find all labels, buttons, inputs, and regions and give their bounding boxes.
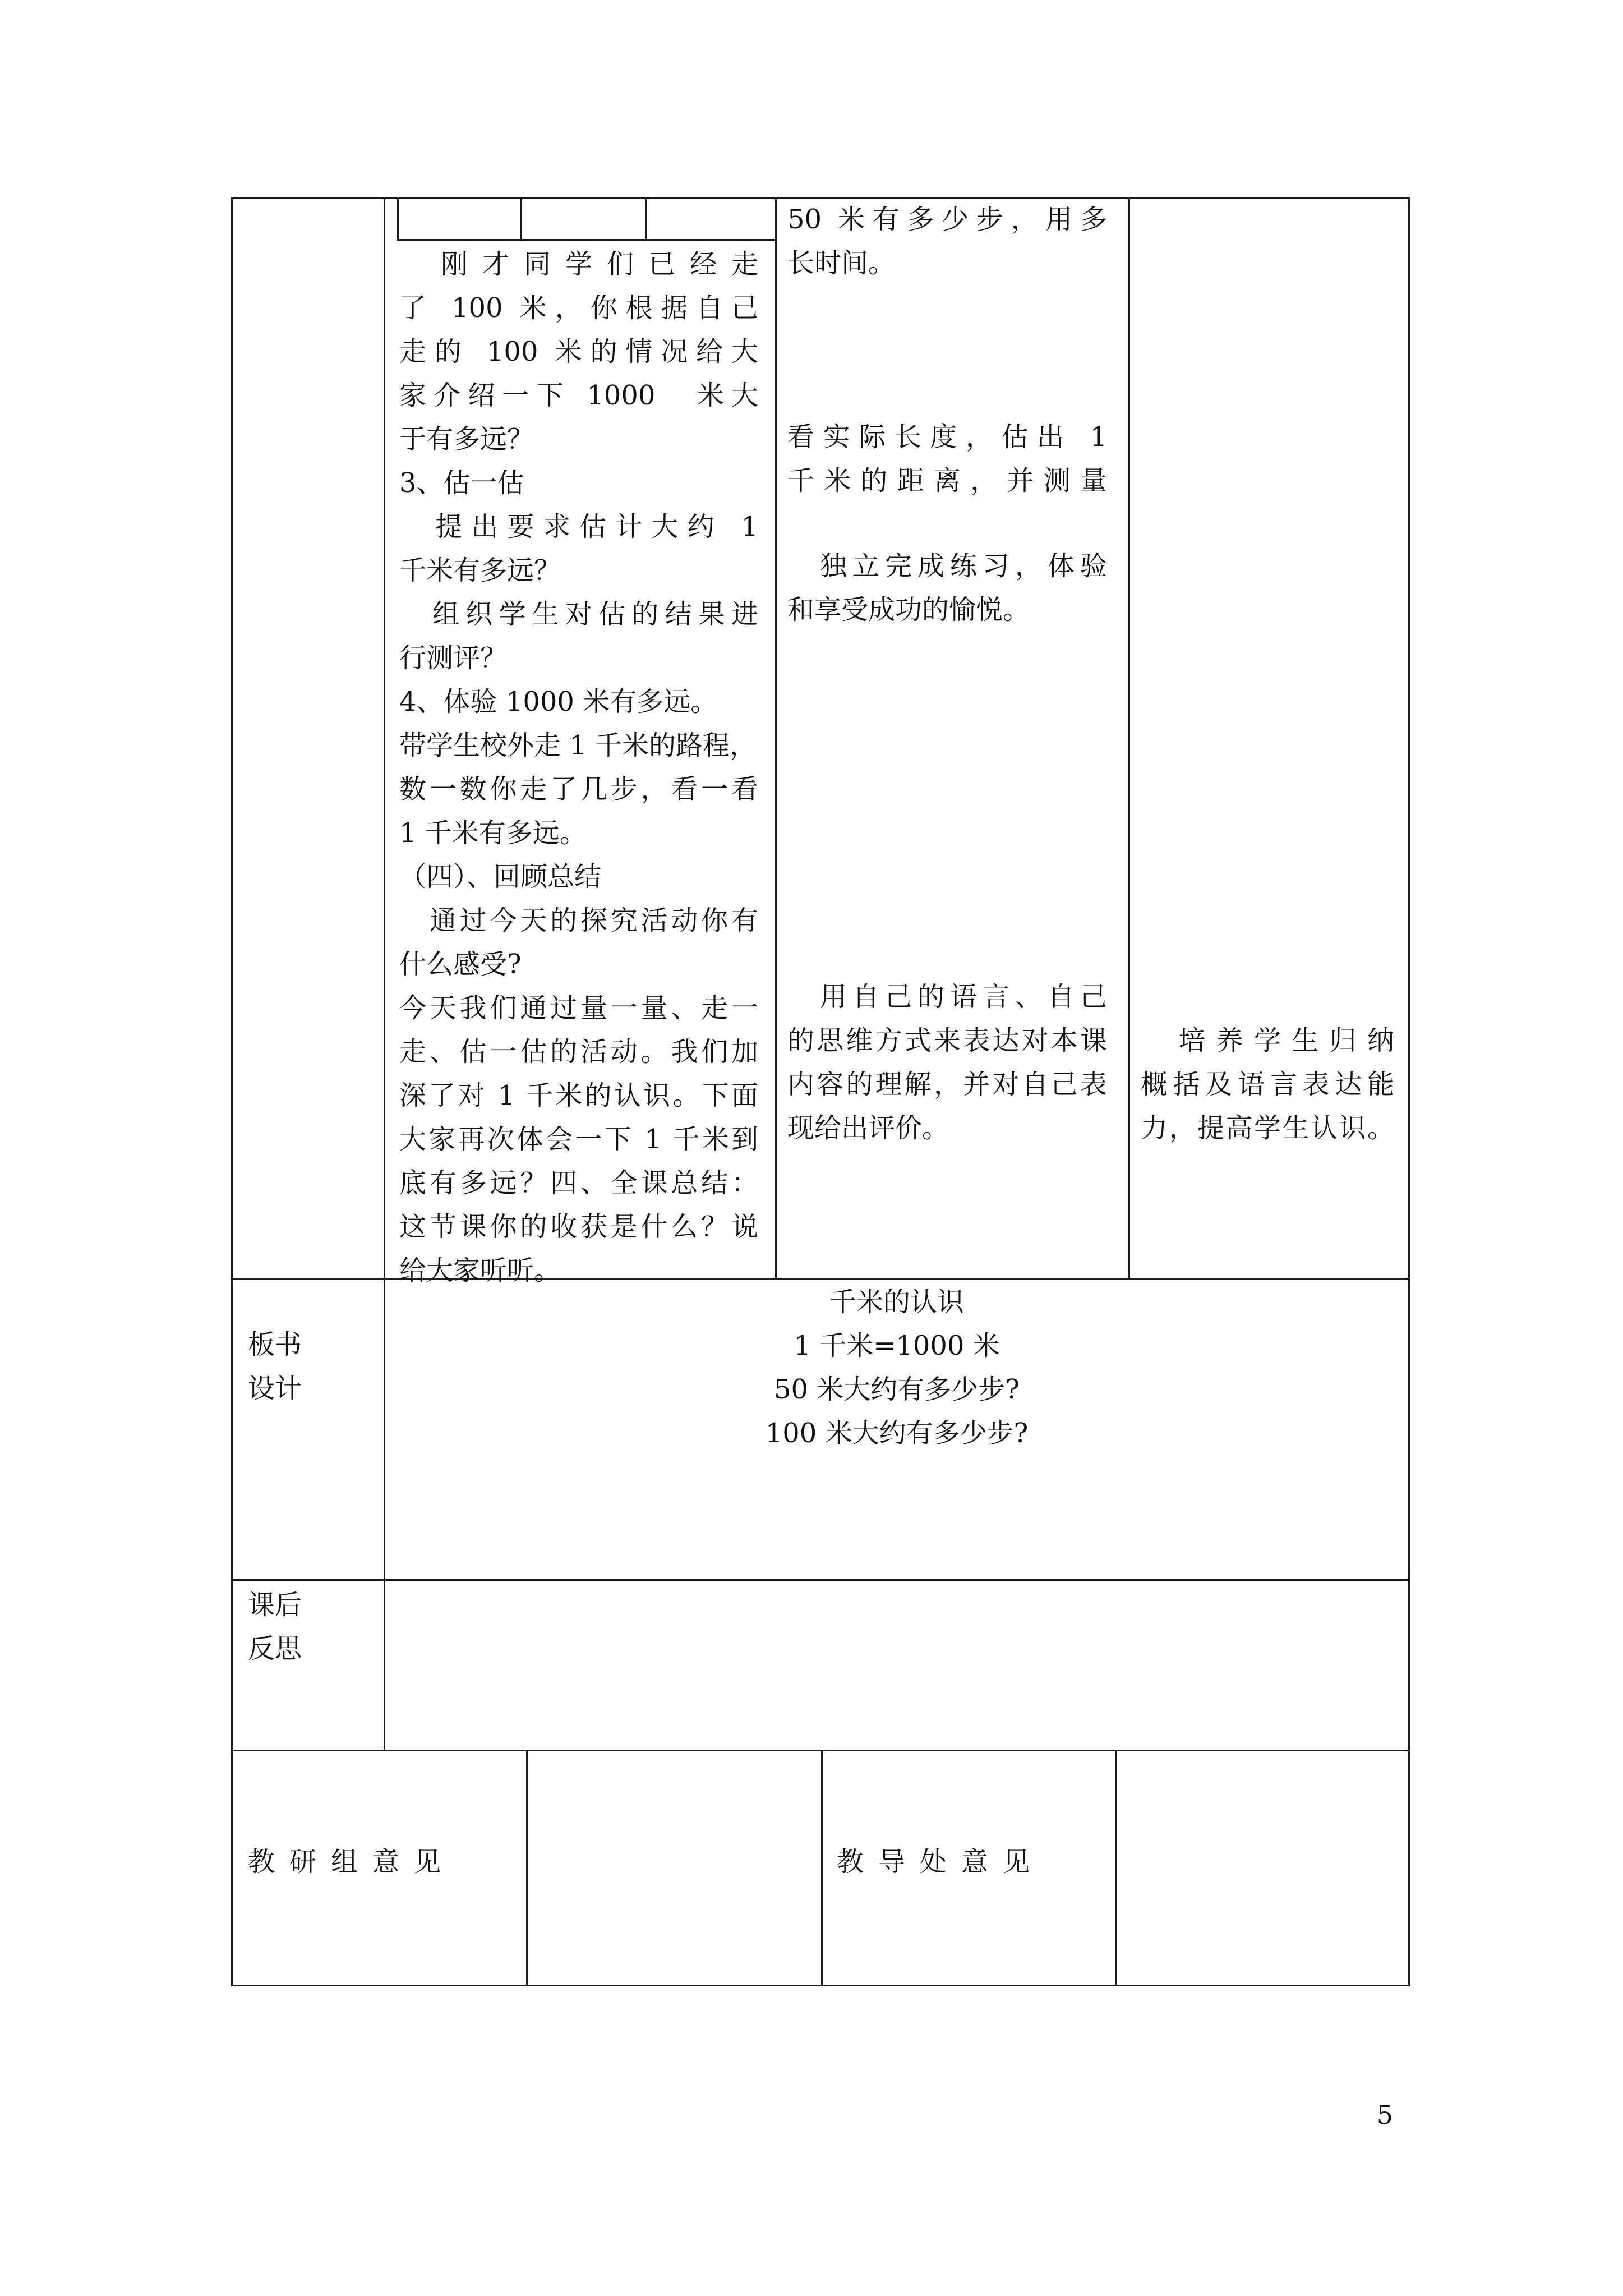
subtable-left-border (397, 197, 399, 241)
text-line: 50 米有多少步，用多 (787, 204, 1107, 235)
text-line: 看实际长度，估出 1 (787, 421, 1107, 453)
design-intent (1141, 1019, 1394, 1150)
text-line: 提出要求估计大约 1 (399, 511, 758, 542)
text-line: 今天我们通过量一量、走一 (399, 992, 758, 1024)
subtable-bottom-border (397, 239, 775, 241)
text-line: 了 100 米，你根据自己 (399, 292, 758, 324)
text-line: 走、估一估的活动。我们加 (399, 1036, 758, 1068)
text-line: 概括及语言表达能 (1141, 1069, 1394, 1100)
board-line: 50 米大约有多少步? (773, 1374, 1020, 1405)
text-line: 用自己的语言、自己 (787, 981, 1107, 1013)
board-line: 1 千米=1000 米 (794, 1330, 1000, 1361)
text-line: 培养学生归纳 (1141, 1025, 1394, 1056)
subtable-divider-2 (645, 197, 647, 241)
board-title: 千米的认识 (829, 1286, 964, 1318)
text-line: 和享受成功的愉悦。 (787, 594, 1030, 625)
row-divider-reflection (231, 1579, 1410, 1581)
text-line: 现给出评价。 (787, 1112, 949, 1144)
step3-paragraph-1 (399, 505, 758, 549)
text-line: 1 千米有多远。 (399, 817, 587, 849)
text-line: 这节课你的收获是什么？说 (399, 1211, 758, 1243)
text-line: 内容的理解，并对自己表 (787, 1069, 1107, 1100)
text-line: 大家再次体会一下 1 千米到 (399, 1124, 758, 1155)
teacher-column-border (775, 197, 777, 1278)
student-activity-4 (787, 975, 1107, 1106)
text-line: 走的 100 米的情况给大 (399, 336, 758, 367)
student-column-border (1128, 197, 1130, 1278)
text-line: 家介绍一下 1000 米大 (399, 380, 758, 411)
student-activity-3 (787, 544, 1107, 588)
text-line: 反思 (248, 1633, 302, 1664)
board-design-content (385, 1280, 1409, 1455)
text-line: 数一数你走了几步，看一看 (399, 774, 758, 805)
table-right-border (1408, 197, 1410, 1986)
text-line: 长时间。 (787, 247, 896, 279)
text-line: 独立完成练习，体验 (787, 550, 1107, 582)
text-line: 通过今天的探究活动你有 (399, 905, 758, 936)
subtable-divider-1 (520, 197, 522, 241)
review-paragraph-1 (399, 899, 758, 942)
opinions-divider-2 (821, 1750, 823, 1986)
research-group-opinion-label: 教研组意见 (248, 1846, 456, 1878)
board-design-label (248, 1323, 302, 1410)
text-line: 行测评？ (399, 642, 508, 674)
text-line: 刚才同学们已经走 (399, 249, 758, 280)
step4-heading: 4、体验 1000 米有多远。 (399, 686, 718, 717)
text-line: 带学生校外走 1 千米的路程， (399, 730, 757, 761)
text-line: 于有多远？ (399, 424, 534, 455)
text-line: 什么感受? (399, 949, 522, 980)
label-column-border (384, 197, 385, 1750)
text-line: 板书 (248, 1329, 302, 1360)
table-left-border (231, 197, 233, 1986)
text-line: 设计 (248, 1373, 302, 1404)
text-line: 千米有多远？ (399, 555, 561, 586)
student-activity-2 (787, 415, 1107, 503)
step3-heading: 3、估一估 (399, 467, 524, 499)
board-line: 100 米大约有多少步? (765, 1418, 1029, 1449)
review-paragraph-2 (399, 986, 758, 1249)
text-line: 底有多远？四、全课总结： (399, 1167, 758, 1199)
page-number: 5 (1376, 2100, 1393, 2130)
opinions-divider-1 (526, 1750, 528, 1986)
student-activity-1 (787, 197, 1107, 241)
text-line: 深了对 1 千米的认识。下面 (399, 1080, 758, 1111)
opinions-divider-3 (1115, 1750, 1117, 1986)
table-bottom-border (231, 1985, 1410, 1986)
step4-paragraph (399, 767, 758, 811)
step3-paragraph-2 (399, 592, 758, 636)
text-line: 课后 (248, 1589, 302, 1621)
reflection-label (248, 1583, 302, 1671)
academic-office-opinion-label: 教导处意见 (837, 1846, 1045, 1878)
text-line: 给大家听听。 (399, 1255, 561, 1286)
row-divider-opinions (231, 1750, 1410, 1751)
review-heading: （四）、回顾总结 (399, 861, 602, 892)
text-line: 组织学生对估的结果进 (399, 599, 758, 630)
text-line: 力，提高学生认识。 (1141, 1112, 1394, 1144)
text-line: 的思维方式来表达对本课 (787, 1025, 1107, 1056)
teacher-intro-paragraph (399, 242, 758, 417)
text-line: 千米的距离，并测量 (787, 465, 1107, 496)
